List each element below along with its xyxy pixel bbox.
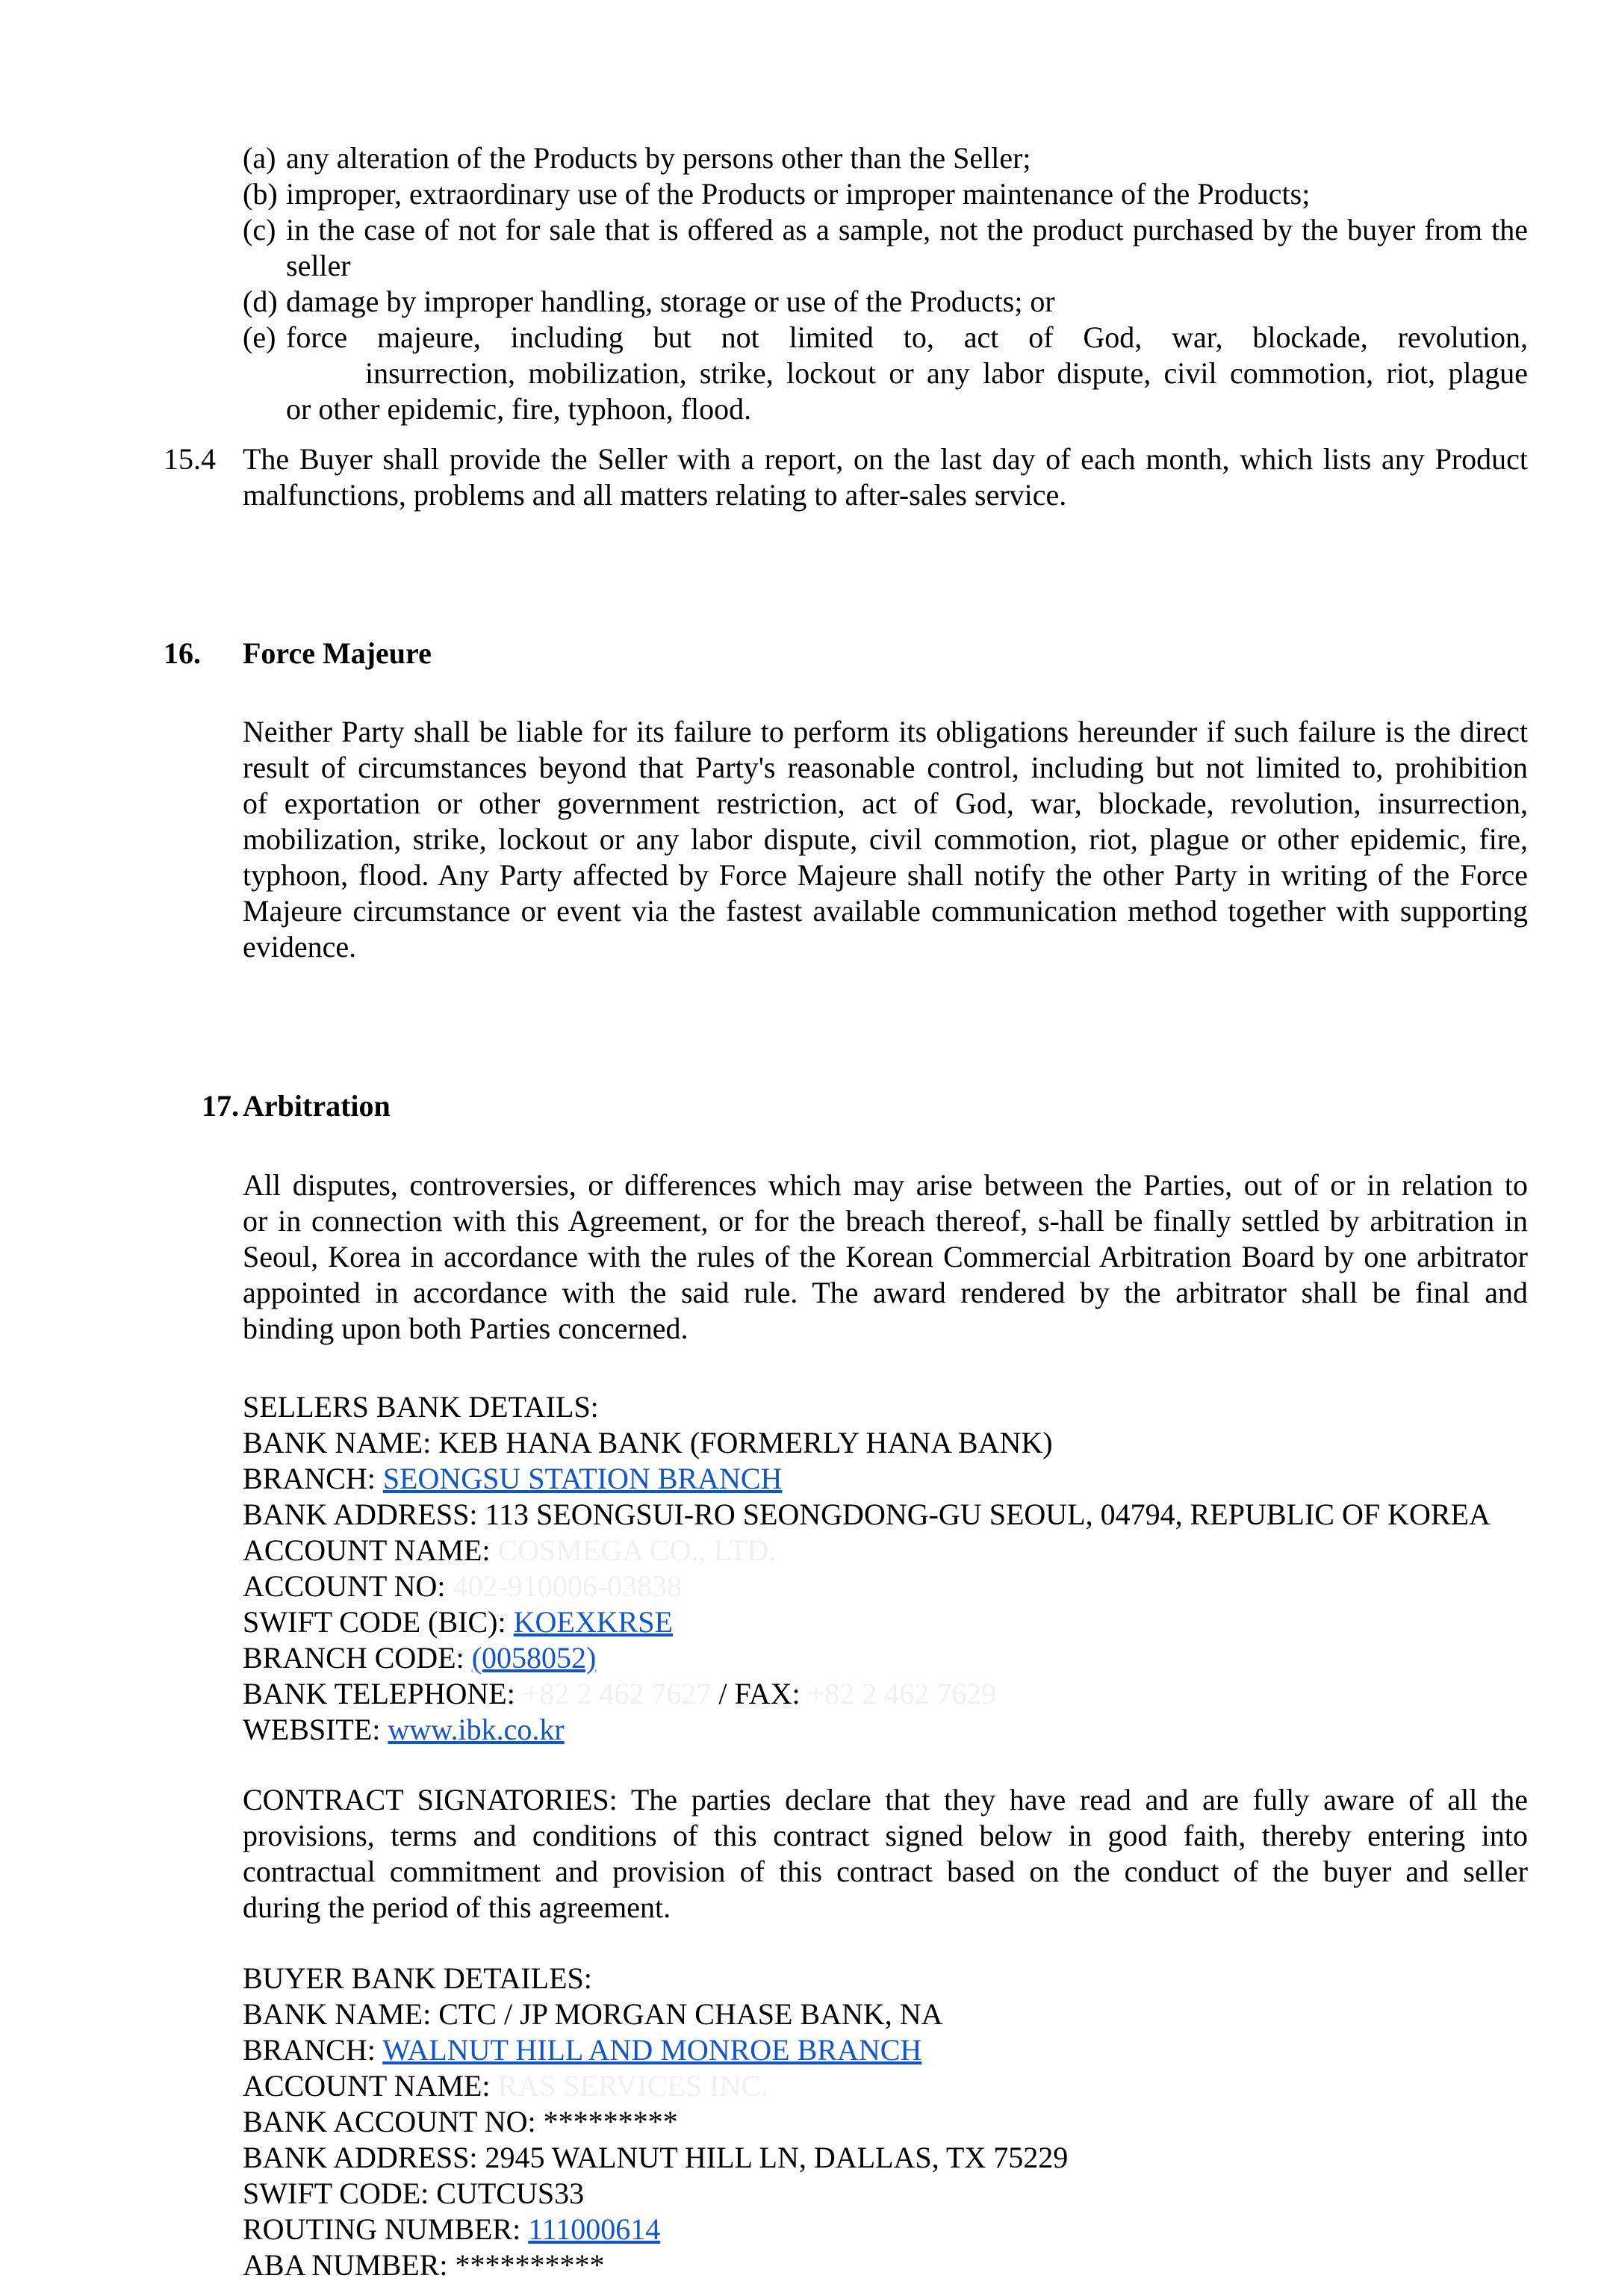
field-label: / FAX: xyxy=(718,1677,801,1710)
buyer-branch xyxy=(243,2032,1557,2068)
buyer-swift xyxy=(243,2176,1557,2212)
seller-website xyxy=(243,1712,1557,1748)
field-label: BANK TELEPHONE: xyxy=(243,1677,515,1710)
seller-bank-address xyxy=(243,1497,1557,1533)
list-item-a xyxy=(243,140,1528,176)
section-17-body xyxy=(243,1167,1528,1347)
website-link[interactable]: www.ibk.co.kr xyxy=(388,1713,565,1746)
branch-link[interactable]: WALNUT HILL AND MONROE BRANCH xyxy=(382,2033,922,2067)
paragraph-line: result of circumstances beyond that Party's reasonable control, including but not limited to, prohibition xyxy=(243,751,1528,784)
list-text: force majeure, including but not limited to, act of God, war, blockade, revolution, xyxy=(286,320,1528,354)
paragraph-line: Neither Party shall be liable for its failure to perform its obligations hereunder if such failure is the direct xyxy=(243,715,1528,748)
seller-account-name xyxy=(243,1533,1557,1569)
list-label: (d) xyxy=(243,285,278,318)
field-value: 113 SEONGSUI-RO SEONGDONG-GU SEOUL, 04794, REPUBLIC OF KOREA xyxy=(485,1498,1491,1531)
field-value: COSMEGA CO., LTD. xyxy=(497,1533,777,1567)
buyer-bank-details xyxy=(243,1961,1557,2283)
seller-branch xyxy=(243,1461,1557,1497)
list-item-d xyxy=(243,284,1528,320)
exclusions-list xyxy=(243,140,1528,427)
field-value: 2945 WALNUT HILL LN, DALLAS, TX 75229 xyxy=(485,2141,1069,2174)
field-value: +82 2 462 7627 xyxy=(522,1677,712,1710)
paragraph-line: typhoon, flood. Any Party affected by Force Majeure shall notify the other Party in writing of the Force xyxy=(243,858,1528,892)
paragraph-line: CONTRACT SIGNATORIES: The parties declare that they have read and are fully aware of all the xyxy=(243,1783,1528,1816)
field-label: BANK ADDRESS: xyxy=(243,2141,478,2174)
field-label: BANK ACCOUNT NO: xyxy=(243,2105,536,2138)
seller-branch-code xyxy=(243,1640,1557,1676)
section-16-body xyxy=(243,714,1528,965)
list-text: insurrection, mobilization, strike, lockout or any labor dispute, civil commotion, riot, plague xyxy=(365,356,1528,390)
list-label: (c) xyxy=(243,213,276,246)
clause-line: malfunctions, problems and all matters relating to after-sales service. xyxy=(243,478,1067,512)
field-value: ********** xyxy=(455,2248,605,2282)
routing-link[interactable]: 111000614 xyxy=(528,2212,661,2246)
buyer-aba xyxy=(243,2247,1557,2283)
field-value: CTC / JP MORGAN CHASE BANK, NA xyxy=(438,1997,943,2031)
section-17-heading xyxy=(202,1088,1528,1124)
contract-signatories xyxy=(243,1782,1528,1926)
list-item-b xyxy=(243,176,1528,212)
list-text: any alteration of the Products by persons other than the Seller; xyxy=(286,141,1031,175)
field-label: ABA NUMBER: xyxy=(243,2248,448,2282)
list-text: seller xyxy=(286,249,351,282)
field-value: ********* xyxy=(543,2105,678,2138)
field-value: CUTCUS33 xyxy=(436,2176,585,2210)
list-text: in the case of not for sale that is offered as a sample, not the product purchased by the buyer from the xyxy=(286,213,1528,246)
buyer-bank-address xyxy=(243,2140,1557,2176)
buyer-bank-name xyxy=(243,1996,1557,2032)
seller-account-no xyxy=(243,1569,1557,1604)
field-value: KEB HANA BANK (FORMERLY HANA BANK) xyxy=(438,1426,1053,1459)
paragraph-line: binding upon both Parties concerned. xyxy=(243,1312,689,1345)
paragraph-line: contractual commitment and provision of this contract based on the conduct of the buyer and seller xyxy=(243,1855,1528,1888)
paragraph-line: Majeure circumstance or event via the fastest available communication method together with supporting xyxy=(243,894,1528,928)
field-value: +82 2 462 7629 xyxy=(807,1677,997,1710)
field-value: 402-910006-03838 xyxy=(453,1569,683,1603)
seller-swift xyxy=(243,1604,1557,1640)
field-value: RAS SERVICES INC. xyxy=(497,2069,768,2103)
seller-bank-details xyxy=(243,1389,1557,1748)
seller-telephone xyxy=(243,1676,1557,1712)
branch-link[interactable]: SEONGSU STATION BRANCH xyxy=(382,1462,783,1495)
clause-number: 15.4 xyxy=(164,442,216,476)
clause-line: The Buyer shall provide the Seller with a report, on the last day of each month, which lists any Product xyxy=(243,442,1528,476)
list-label: (a) xyxy=(243,141,276,175)
seller-bank-heading: SELLERS BANK DETAILS: xyxy=(243,1390,599,1424)
field-label: ACCOUNT NAME: xyxy=(243,2069,491,2103)
section-title: Arbitration xyxy=(243,1089,391,1123)
paragraph-line: evidence. xyxy=(243,930,357,964)
field-label: BANK ADDRESS: xyxy=(243,1498,478,1531)
field-label: ACCOUNT NO: xyxy=(243,1569,446,1603)
section-number: 16. xyxy=(164,636,201,670)
list-item-e xyxy=(243,320,1528,427)
field-label: ROUTING NUMBER: xyxy=(243,2212,521,2246)
field-label: BRANCH CODE: xyxy=(243,1641,464,1675)
buyer-account-name xyxy=(243,2068,1557,2104)
field-label: BRANCH: xyxy=(243,2033,376,2067)
paragraph-line: All disputes, controversies, or differences which may arise between the Parties, out of or in relation to xyxy=(243,1168,1528,1202)
section-16-heading xyxy=(164,636,1528,671)
paragraph-line: during the period of this agreement. xyxy=(243,1890,671,1924)
field-label: WEBSITE: xyxy=(243,1713,381,1746)
buyer-account-no xyxy=(243,2104,1557,2140)
field-label: BANK NAME: xyxy=(243,1997,432,2031)
buyer-routing xyxy=(243,2212,1557,2247)
field-label: ACCOUNT NAME: xyxy=(243,1533,491,1567)
paragraph-line: of exportation or other government restriction, act of God, war, blockade, revolution, insurrection, xyxy=(243,786,1528,820)
list-text: improper, extraordinary use of the Products or improper maintenance of the Products; xyxy=(286,177,1311,211)
seller-bank-name xyxy=(243,1425,1557,1461)
list-label: (e) xyxy=(243,320,276,354)
paragraph-line: or in connection with this Agreement, or for the breach thereof, s-hall be finally settled by arbitration in xyxy=(243,1204,1528,1238)
paragraph-line: appointed in accordance with the said rule. The award rendered by the arbitrator shall be final and xyxy=(243,1276,1528,1309)
buyer-bank-heading: BUYER BANK DETAILES: xyxy=(243,1961,592,1995)
swift-link[interactable]: KOEXKRSE xyxy=(513,1605,673,1639)
list-text: damage by improper handling, storage or use of the Products; or xyxy=(286,285,1055,318)
clause-15-4 xyxy=(164,441,1528,513)
paragraph-line: mobilization, strike, lockout or any labor dispute, civil commotion, riot, plague or other epidemic, fire, xyxy=(243,822,1528,856)
field-label: BRANCH: xyxy=(243,1462,376,1495)
list-item-c xyxy=(243,212,1528,284)
field-label: SWIFT CODE: xyxy=(243,2176,429,2210)
paragraph-line: provisions, terms and conditions of this contract signed below in good faith, thereby entering into xyxy=(243,1819,1528,1852)
section-number: 17. xyxy=(202,1089,239,1123)
branch-code-link[interactable]: (0058052) xyxy=(471,1641,597,1675)
paragraph-line: Seoul, Korea in accordance with the rules of the Korean Commercial Arbitration Board by one arbitrator xyxy=(243,1240,1528,1273)
field-label: SWIFT CODE (BIC): xyxy=(243,1605,506,1639)
list-text: or other epidemic, fire, typhoon, flood. xyxy=(286,392,752,426)
list-label: (b) xyxy=(243,177,278,211)
section-title: Force Majeure xyxy=(243,636,432,670)
field-label: BANK NAME: xyxy=(243,1426,432,1459)
